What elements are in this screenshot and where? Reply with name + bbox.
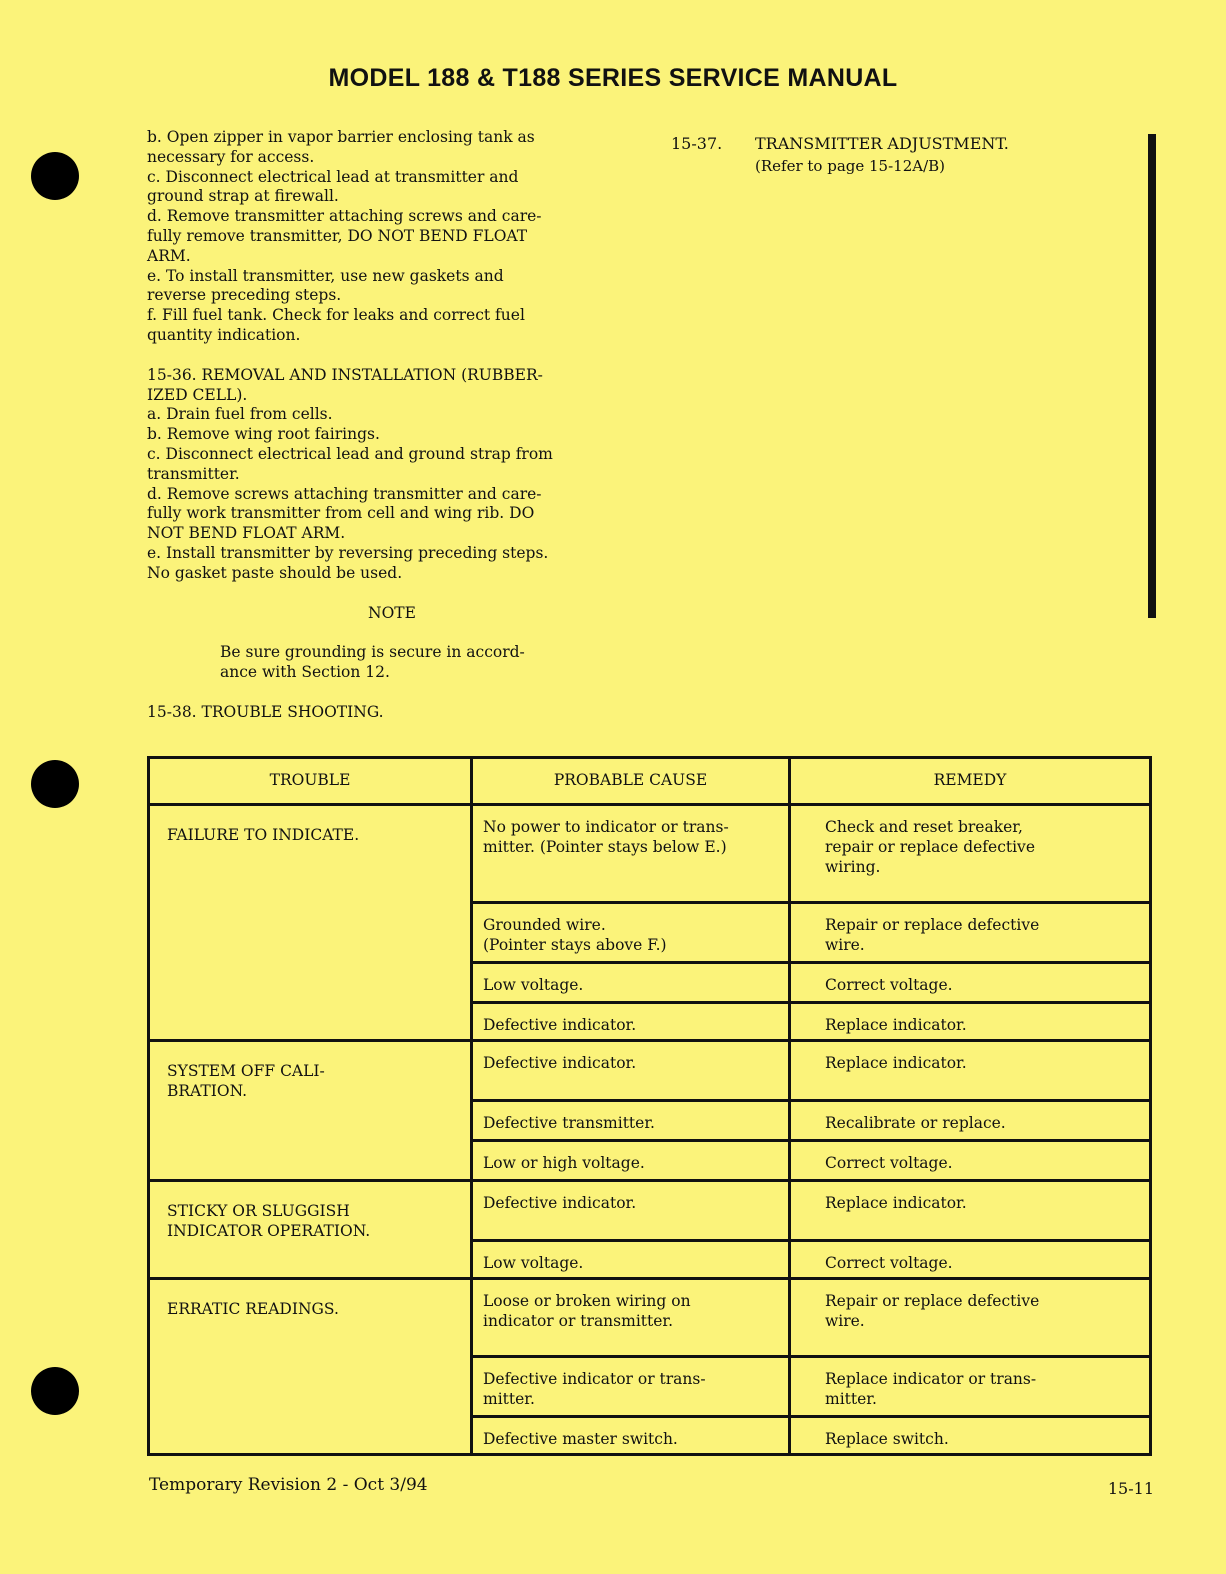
table-body xyxy=(149,805,1151,1455)
header-trouble: TROUBLE xyxy=(149,758,472,805)
section-15-38-heading: 15-38. TROUBLE SHOOTING. xyxy=(147,702,384,721)
table-row xyxy=(149,805,1151,903)
text-line: d. Remove transmitter attaching screws and care- xyxy=(147,207,542,226)
text-line: necessary for access. xyxy=(147,147,315,166)
trouble-cell: STICKY OR SLUGGISH INDICATOR OPERATION. xyxy=(149,1181,472,1279)
text-line: reverse preceding steps. xyxy=(147,286,342,305)
header-remedy: REMEDY xyxy=(790,758,1151,805)
binder-hole-middle xyxy=(31,760,79,808)
table-row xyxy=(149,1041,1151,1101)
text-line: ance with Section 12. xyxy=(220,663,390,682)
remedy-cell: Replace indicator. xyxy=(790,1041,1151,1101)
remedy-cell: Check and reset breaker, repair or replace defective wiring. xyxy=(790,805,1151,903)
text-line: IZED CELL). xyxy=(147,385,248,404)
probable-cause-cell: Defective indicator. xyxy=(472,1041,790,1101)
trouble-cell: ERRATIC READINGS. xyxy=(149,1279,472,1455)
remedy-cell: Repair or replace defective wire. xyxy=(790,1279,1151,1357)
remedy-cell: Repair or replace defective wire. xyxy=(790,903,1151,963)
note-body xyxy=(220,643,637,683)
table-row xyxy=(149,1181,1151,1241)
remedy-cell: Correct voltage. xyxy=(790,1241,1151,1279)
text-line: c. Disconnect electrical lead and ground strap from xyxy=(147,444,553,463)
table-row xyxy=(149,1279,1151,1357)
probable-cause-cell: Grounded wire. (Pointer stays above F.) xyxy=(472,903,790,963)
probable-cause-cell: Defective indicator. xyxy=(472,1181,790,1241)
probable-cause-cell: Low voltage. xyxy=(472,1241,790,1279)
text-line: fully remove transmitter, DO NOT BEND FLOAT xyxy=(147,226,528,245)
binder-hole-top xyxy=(31,152,79,200)
section-15-36-heading xyxy=(147,366,637,406)
probable-cause-cell: Loose or broken wiring on indicator or transmitter. xyxy=(472,1279,790,1357)
text-line: NOT BEND FLOAT ARM. xyxy=(147,524,346,543)
section-15-37-reference: (Refer to page 15-12A/B) xyxy=(755,157,946,175)
revision-note: Temporary Revision 2 - Oct 3/94 xyxy=(149,1475,428,1495)
trouble-cell: SYSTEM OFF CALI- BRATION. xyxy=(149,1041,472,1181)
left-column xyxy=(147,128,637,723)
text-line: c. Disconnect electrical lead at transmitter and xyxy=(147,167,519,186)
page-number: 15-11 xyxy=(1107,1479,1154,1498)
remedy-cell: Replace switch. xyxy=(790,1417,1151,1455)
section-15-37-title: TRANSMITTER ADJUSTMENT. xyxy=(755,134,1009,153)
probable-cause-cell: Defective indicator or trans- mitter. xyxy=(472,1357,790,1417)
steps-list-b xyxy=(147,405,637,583)
right-column xyxy=(671,133,1091,177)
probable-cause-cell: Defective indicator. xyxy=(472,1003,790,1041)
text-line: Be sure grounding is secure in accord- xyxy=(220,643,525,662)
probable-cause-cell: Low or high voltage. xyxy=(472,1141,790,1181)
text-line: ground strap at firewall. xyxy=(147,187,339,206)
text-line: e. To install transmitter, use new gaskets and xyxy=(147,266,504,285)
remedy-cell: Replace indicator. xyxy=(790,1181,1151,1241)
text-line: b. Remove wing root fairings. xyxy=(147,425,380,444)
remedy-cell: Replace indicator. xyxy=(790,1003,1151,1041)
text-line: transmitter. xyxy=(147,464,240,483)
text-line: ARM. xyxy=(147,246,191,265)
remedy-cell: Replace indicator or trans- mitter. xyxy=(790,1357,1151,1417)
text-line: a. Drain fuel from cells. xyxy=(147,405,333,424)
text-line: quantity indication. xyxy=(147,325,301,344)
remedy-cell: Correct voltage. xyxy=(790,1141,1151,1181)
binder-hole-bottom xyxy=(31,1367,79,1415)
remedy-cell: Recalibrate or replace. xyxy=(790,1101,1151,1141)
probable-cause-cell: No power to indicator or trans- mitter. (Pointer stays below E.) xyxy=(472,805,790,903)
probable-cause-cell: Defective master switch. xyxy=(472,1417,790,1455)
text-line: No gasket paste should be used. xyxy=(147,563,403,582)
text-line: e. Install transmitter by reversing preceding steps. xyxy=(147,543,549,562)
troubleshooting-table xyxy=(147,756,1152,1456)
section-15-37-number: 15-37. xyxy=(671,134,723,153)
steps-list-a xyxy=(147,128,637,346)
text-line: b. Open zipper in vapor barrier enclosing tank as xyxy=(147,128,535,146)
text-line: fully work transmitter from cell and wing rib. DO xyxy=(147,504,535,523)
trouble-cell: FAILURE TO INDICATE. xyxy=(149,805,472,1041)
page-title: MODEL 188 & T188 SERIES SERVICE MANUAL xyxy=(328,64,898,92)
revision-bar xyxy=(1148,134,1156,618)
remedy-cell: Correct voltage. xyxy=(790,963,1151,1003)
text-line: f. Fill fuel tank. Check for leaks and correct fuel xyxy=(147,306,525,325)
probable-cause-cell: Defective transmitter. xyxy=(472,1101,790,1141)
header-probable-cause: PROBABLE CAUSE xyxy=(472,758,790,805)
text-line: 15-36. REMOVAL AND INSTALLATION (RUBBER- xyxy=(147,365,543,384)
text-line: d. Remove screws attaching transmitter and care- xyxy=(147,484,542,503)
probable-cause-cell: Low voltage. xyxy=(472,963,790,1003)
note-title: NOTE xyxy=(368,603,416,622)
table-header-row xyxy=(149,758,1151,805)
